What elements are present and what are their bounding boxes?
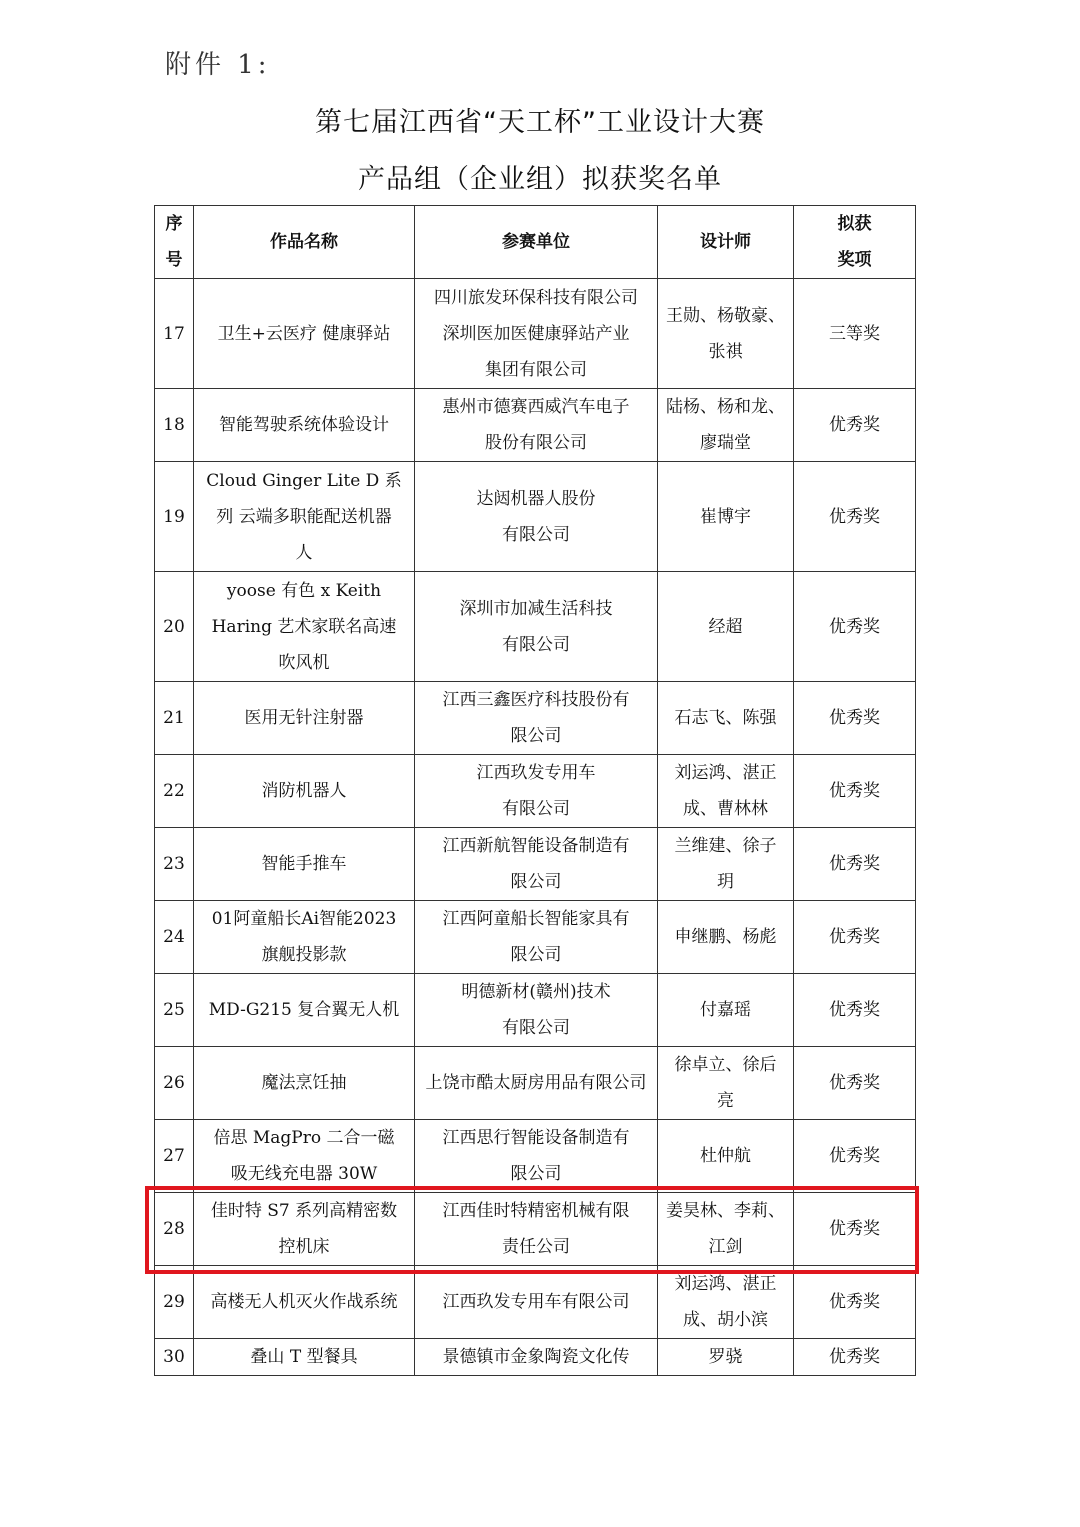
cell-org <box>415 389 658 462</box>
cell-org-line: 惠州市德赛西威汽车电子 <box>442 397 630 417</box>
cell-designer <box>658 1266 794 1339</box>
cell-name <box>194 682 415 755</box>
cell-name <box>194 755 415 828</box>
cell-org-line: 限公司 <box>510 1164 562 1184</box>
cell-name <box>194 1120 415 1193</box>
cell-name <box>194 901 415 974</box>
cell-name-line: 01阿童船长Ai智能2023 <box>211 909 397 929</box>
cell-award: 三等奖 <box>794 279 916 389</box>
header-award-line: 拟获 <box>837 214 872 234</box>
cell-designer-line: 罗骁 <box>708 1347 743 1367</box>
table-body <box>155 279 916 1376</box>
cell-designer <box>658 974 794 1047</box>
cell-org-line: 限公司 <box>510 872 562 892</box>
cell-org-line: 有限公司 <box>502 799 570 819</box>
cell-org-line: 江西三鑫医疗科技股份有 <box>442 690 630 710</box>
table-row <box>155 1047 916 1120</box>
cell-award: 优秀奖 <box>794 1120 916 1193</box>
cell-org-line: 集团有限公司 <box>485 359 587 380</box>
header-award <box>794 206 916 279</box>
table-row <box>155 901 916 974</box>
cell-designer-line: 亮 <box>717 1091 734 1111</box>
header-seq-line: 号 <box>165 250 183 270</box>
cell-org-line: 明德新材(赣州)技术 <box>461 982 611 1002</box>
cell-org <box>415 974 658 1047</box>
cell-name-line: 医用无针注射器 <box>244 708 364 728</box>
cell-org-line: 江西新航智能设备制造有 <box>442 836 630 856</box>
cell-award: 优秀奖 <box>794 682 916 755</box>
cell-designer <box>658 389 794 462</box>
cell-org-line: 达闼机器人股份 <box>476 488 596 509</box>
table-row <box>155 279 916 389</box>
cell-org-line: 江西思行智能设备制造有 <box>442 1128 630 1148</box>
cell-name-line: 智能手推车 <box>261 854 347 874</box>
cell-designer-line: 张祺 <box>708 341 743 362</box>
cell-org-line: 江西玖发专用车 <box>476 763 596 783</box>
cell-org <box>415 755 658 828</box>
cell-org-line: 四川旅发环保科技有限公司 <box>434 287 638 308</box>
cell-org-line: 股份有限公司 <box>485 433 587 453</box>
cell-name-line: Haring 艺术家联名高速 <box>211 616 397 637</box>
cell-org <box>415 682 658 755</box>
cell-designer-line: 姜昊林、李莉、 <box>666 1201 785 1221</box>
cell-seq: 20 <box>155 572 194 682</box>
cell-award: 优秀奖 <box>794 901 916 974</box>
header-seq <box>155 206 194 279</box>
table-row <box>155 974 916 1047</box>
cell-org-line: 有限公司 <box>502 524 570 545</box>
cell-name-line: 倍思 MagPro 二合一磁 <box>213 1128 395 1148</box>
cell-designer-line: 江剑 <box>708 1237 743 1257</box>
cell-org <box>415 1120 658 1193</box>
cell-designer <box>658 755 794 828</box>
cell-org <box>415 462 658 572</box>
header-name: 作品名称 <box>194 206 415 279</box>
cell-seq: 21 <box>155 682 194 755</box>
cell-org <box>415 828 658 901</box>
cell-designer-line: 徐卓立、徐后 <box>674 1055 777 1075</box>
cell-name-line: 智能驾驶系统体验设计 <box>219 415 389 435</box>
cell-designer <box>658 828 794 901</box>
cell-award: 优秀奖 <box>794 974 916 1047</box>
cell-designer-line: 刘运鸿、湛正 <box>674 763 777 783</box>
header-org: 参赛单位 <box>415 206 658 279</box>
cell-designer <box>658 1120 794 1193</box>
cell-name-line: 叠山 T 型餐具 <box>250 1347 358 1367</box>
cell-seq: 17 <box>155 279 194 389</box>
cell-name <box>194 1339 415 1376</box>
cell-name-line: 旗舰投影款 <box>261 945 347 965</box>
cell-award: 优秀奖 <box>794 755 916 828</box>
cell-designer <box>658 1339 794 1376</box>
cell-seq: 24 <box>155 901 194 974</box>
cell-designer-line: 王勋、杨敬豪、 <box>666 305 785 326</box>
cell-seq: 23 <box>155 828 194 901</box>
award-table <box>154 205 916 1376</box>
cell-name <box>194 462 415 572</box>
cell-seq: 22 <box>155 755 194 828</box>
cell-seq: 27 <box>155 1120 194 1193</box>
cell-org <box>415 901 658 974</box>
cell-name <box>194 279 415 389</box>
cell-name <box>194 1266 415 1339</box>
cell-seq: 25 <box>155 974 194 1047</box>
cell-org-line: 江西阿童船长智能家具有 <box>442 909 630 929</box>
cell-award: 优秀奖 <box>794 1339 916 1376</box>
table-row <box>155 462 916 572</box>
cell-org-line: 深圳市加减生活科技 <box>459 598 613 619</box>
table-row <box>155 1193 916 1266</box>
cell-designer-line: 成、曹林林 <box>683 799 768 819</box>
cell-name-line: 魔法烹饪抽 <box>261 1073 347 1093</box>
cell-org <box>415 572 658 682</box>
cell-designer-line: 兰维建、徐子 <box>674 836 777 856</box>
cell-name <box>194 828 415 901</box>
cell-award: 优秀奖 <box>794 1266 916 1339</box>
attachment-label: 附件 1: <box>165 50 271 80</box>
cell-org <box>415 1266 658 1339</box>
cell-org-line: 限公司 <box>510 945 562 965</box>
cell-name-line: 控机床 <box>278 1237 330 1257</box>
cell-designer <box>658 462 794 572</box>
cell-designer-line: 崔博宇 <box>700 506 751 527</box>
table-row <box>155 1120 916 1193</box>
cell-designer <box>658 279 794 389</box>
table-row <box>155 755 916 828</box>
cell-designer-line: 石志飞、陈强 <box>674 708 777 728</box>
cell-name <box>194 1193 415 1266</box>
table-row <box>155 1266 916 1339</box>
cell-name <box>194 1047 415 1120</box>
cell-name <box>194 389 415 462</box>
cell-name-line: Cloud Ginger Lite D 系 <box>206 470 402 491</box>
cell-org-line: 景德镇市金象陶瓷文化传 <box>442 1347 630 1367</box>
cell-name-line: 消防机器人 <box>261 781 347 801</box>
cell-org-line: 深圳医加医健康驿站产业 <box>442 323 630 344</box>
cell-designer <box>658 1193 794 1266</box>
table-header-row <box>155 206 916 279</box>
cell-award: 优秀奖 <box>794 462 916 572</box>
cell-designer-line: 付嘉瑶 <box>700 1000 751 1020</box>
cell-seq: 19 <box>155 462 194 572</box>
document-title: 第七届江西省“天工杯”工业设计大赛 <box>315 107 765 138</box>
cell-designer <box>658 1047 794 1120</box>
cell-award: 优秀奖 <box>794 389 916 462</box>
cell-designer-line: 廖瑞堂 <box>700 433 751 453</box>
cell-org <box>415 1339 658 1376</box>
cell-award: 优秀奖 <box>794 572 916 682</box>
cell-designer-line: 成、胡小滨 <box>683 1310 768 1330</box>
cell-designer-line: 玥 <box>717 872 734 892</box>
cell-designer <box>658 682 794 755</box>
cell-designer-line: 经超 <box>708 616 743 637</box>
table-row <box>155 389 916 462</box>
cell-award: 优秀奖 <box>794 828 916 901</box>
cell-designer-line: 申继鹏、杨彪 <box>674 927 777 947</box>
cell-designer-line: 陆杨、杨和龙、 <box>666 397 785 417</box>
cell-seq: 28 <box>155 1193 194 1266</box>
cell-name <box>194 974 415 1047</box>
table-row <box>155 572 916 682</box>
cell-designer-line: 杜仲航 <box>700 1146 751 1166</box>
cell-name-line: MD-G215 复合翼无人机 <box>208 1000 400 1020</box>
cell-org-line: 上饶市酷太厨房用品有限公司 <box>425 1073 647 1093</box>
cell-award: 优秀奖 <box>794 1047 916 1120</box>
cell-seq: 26 <box>155 1047 194 1120</box>
table-row <box>155 682 916 755</box>
cell-name <box>194 572 415 682</box>
cell-seq: 18 <box>155 389 194 462</box>
table-row <box>155 828 916 901</box>
cell-name-line: 吹风机 <box>278 652 330 673</box>
document-subtitle: 产品组（企业组）拟获奖名单 <box>358 164 722 195</box>
cell-org-line: 有限公司 <box>502 1018 570 1038</box>
cell-name-line: 佳时特 S7 系列高精密数 <box>210 1201 398 1221</box>
cell-name-line: 列 云端多职能配送机器 <box>216 506 392 527</box>
cell-org-line: 江西佳时特精密机械有限 <box>442 1201 630 1221</box>
header-designer: 设计师 <box>658 206 794 279</box>
cell-name-line: 高楼无人机灭火作战系统 <box>210 1292 398 1312</box>
cell-name-line: 人 <box>295 542 313 563</box>
table-row <box>155 1339 916 1376</box>
cell-org-line: 限公司 <box>510 726 562 746</box>
cell-seq: 30 <box>155 1339 194 1376</box>
cell-designer <box>658 901 794 974</box>
cell-name-line: 吸无线充电器 30W <box>230 1164 378 1184</box>
cell-designer <box>658 572 794 682</box>
cell-org <box>415 1047 658 1120</box>
cell-org <box>415 1193 658 1266</box>
cell-award: 优秀奖 <box>794 1193 916 1266</box>
cell-org-line: 江西玖发专用车有限公司 <box>442 1292 630 1312</box>
header-award-line: 奖项 <box>837 250 872 270</box>
cell-org-line: 有限公司 <box>502 634 570 655</box>
cell-name-line: yoose 有色 x Keith <box>226 580 382 601</box>
cell-designer-line: 刘运鸿、湛正 <box>674 1274 777 1294</box>
cell-name-line: 卫生+云医疗 健康驿站 <box>217 323 391 344</box>
cell-org-line: 责任公司 <box>502 1237 570 1257</box>
cell-seq: 29 <box>155 1266 194 1339</box>
header-seq-line: 序 <box>165 214 183 234</box>
cell-org <box>415 279 658 389</box>
